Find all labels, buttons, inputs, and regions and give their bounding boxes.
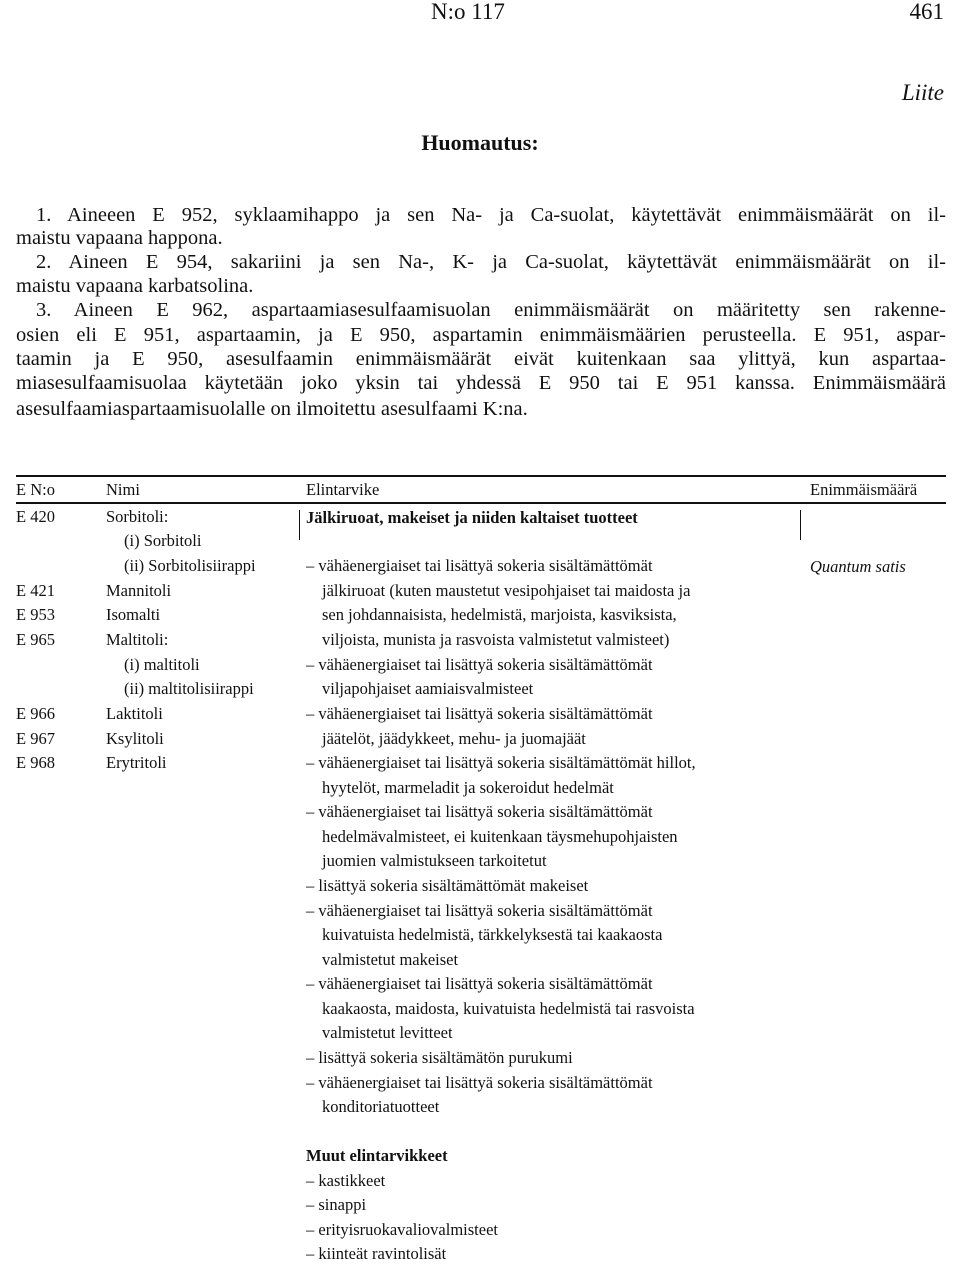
food-line: viljoista, munista ja rasvoista valmistetut valmisteet) [322, 630, 670, 649]
additive-name: Laktitoli [106, 704, 163, 723]
e-number: E 968 [16, 753, 55, 772]
food-line: – vähäenergiaiset tai lisättyä sokeria sisältämättömät hillot, [306, 753, 696, 772]
food-line: – lisättyä sokeria sisältämättömät makeiset [306, 876, 589, 895]
additive-name: (ii) maltitolisiirappi [124, 679, 254, 698]
note-line: 1. Aineeen E 952, syklaamihappo ja sen Na- ja Ca-suolat, käytettävät enimmäismäärät on il- [36, 204, 946, 226]
additive-name: (i) maltitoli [124, 655, 200, 674]
column-header-food: Elintarvike [306, 480, 380, 499]
additive-name: Isomalti [106, 605, 161, 624]
column-divider [800, 510, 801, 540]
food-line: – vähäenergiaiset tai lisättyä sokeria sisältämättömät [306, 1073, 653, 1092]
food-line: viljapohjaiset aamiaisvalmisteet [322, 679, 534, 698]
e-number: E 967 [16, 729, 55, 748]
additive-name: Maltitoli: [106, 630, 169, 649]
food-category-heading: Jälkiruoat, makeiset ja niiden kaltaiset tuotteet [306, 508, 638, 527]
note-line: 3. Aineen E 962, aspartaamiasesulfaamisuolan enimmäismäärät on määritetty sen rakenne- [36, 299, 946, 321]
e-number: E 966 [16, 704, 55, 723]
column-header-name: Nimi [106, 480, 140, 499]
food-line: sen johdannaisista, hedelmistä, marjoista, kasviksista, [322, 605, 677, 624]
food-line: valmistetut levitteet [322, 1023, 453, 1042]
other-food-line: – kastikkeet [306, 1171, 386, 1190]
food-line: – vähäenergiaiset tai lisättyä sokeria sisältämättömät [306, 556, 653, 575]
e-number: E 965 [16, 630, 55, 649]
food-line: juomien valmistukseen tarkoitetut [322, 851, 547, 870]
food-line: valmistetut makeiset [322, 950, 459, 969]
appendix-label: Liite [901, 80, 944, 105]
other-food-line: – erityisruokavaliovalmisteet [306, 1220, 498, 1239]
e-number: E 953 [16, 605, 55, 624]
note-line: asesulfaamiaspartaamisuolalle on ilmoitettu asesulfaami K:na. [16, 398, 528, 420]
max-value: Quantum satis [810, 557, 906, 576]
column-divider [299, 510, 300, 540]
food-line: – lisättyä sokeria sisältämätön purukumi [306, 1048, 573, 1067]
column-header-max: Enimmäismäärä [810, 480, 918, 499]
additive-name: Ksylitoli [106, 729, 164, 748]
table-top-rule [16, 475, 946, 477]
additive-name: Mannitoli [106, 581, 172, 600]
food-line: konditoriatuotteet [322, 1097, 440, 1116]
food-line: jälkiruoat (kuten maustetut vesipohjaiset tai maidosta ja [322, 581, 691, 600]
additive-name: (i) Sorbitoli [124, 531, 202, 550]
food-line: hyytelöt, marmeladit ja sokeroidut hedelmät [322, 778, 614, 797]
note-line: taamin ja E 950, asesulfaamin enimmäismäärät eivät kuitenkaan saa ylittyä, kun aspartaa- [16, 348, 946, 370]
food-line: – vähäenergiaiset tai lisättyä sokeria sisältämättömät [306, 901, 653, 920]
food-line: – vähäenergiaiset tai lisättyä sokeria sisältämättömät [306, 802, 653, 821]
food-line: – vähäenergiaiset tai lisättyä sokeria sisältämättömät [306, 655, 653, 674]
notes-title: Huomautus: [421, 130, 539, 155]
table-header-rule [16, 502, 946, 504]
other-foods-heading: Muut elintarvikkeet [306, 1146, 448, 1165]
food-line: kaakaosta, maidosta, kuivatuista hedelmistä tai rasvoista [322, 999, 695, 1018]
document-number: N:o 117 [431, 0, 505, 24]
note-line: maistu vapaana happona. [16, 227, 223, 249]
additive-name: (ii) Sorbitolisiirappi [124, 556, 256, 575]
note-line: miasesulfaamisuolaa käytetään joko yksin tai yhdessä E 950 tai E 951 kanssa. Enimmäismäärä [16, 372, 946, 394]
additive-name: Sorbitoli: [106, 507, 169, 526]
food-line: hedelmävalmisteet, ei kuitenkaan täysmehupohjaisten [322, 827, 678, 846]
column-header-e-no: E N:o [16, 480, 55, 499]
other-food-line: – sinappi [306, 1195, 367, 1214]
food-line: jäätelöt, jäädykkeet, mehu- ja juomajäät [322, 729, 586, 748]
e-number: E 421 [16, 581, 55, 600]
food-line: kuivatuista hedelmistä, tärkkelyksestä tai kaakaosta [322, 925, 663, 944]
note-line: maistu vapaana karbatsolina. [16, 275, 254, 297]
page-number: 461 [909, 0, 944, 24]
note-line: osien eli E 951, aspartaamin, ja E 950, aspartamin enimmäismäärien perusteella. E 951, aspar- [16, 324, 946, 346]
note-line: 2. Aineen E 954, sakariini ja sen Na-, K- ja Ca-suolat, käytettävät enimmäismäärät on il- [36, 251, 946, 273]
e-number: E 420 [16, 507, 55, 526]
food-line: – vähäenergiaiset tai lisättyä sokeria sisältämättömät [306, 974, 653, 993]
other-food-line: – kiinteät ravintolisät [306, 1244, 447, 1263]
additive-name: Erytritoli [106, 753, 167, 772]
food-line: – vähäenergiaiset tai lisättyä sokeria sisältämättömät [306, 704, 653, 723]
